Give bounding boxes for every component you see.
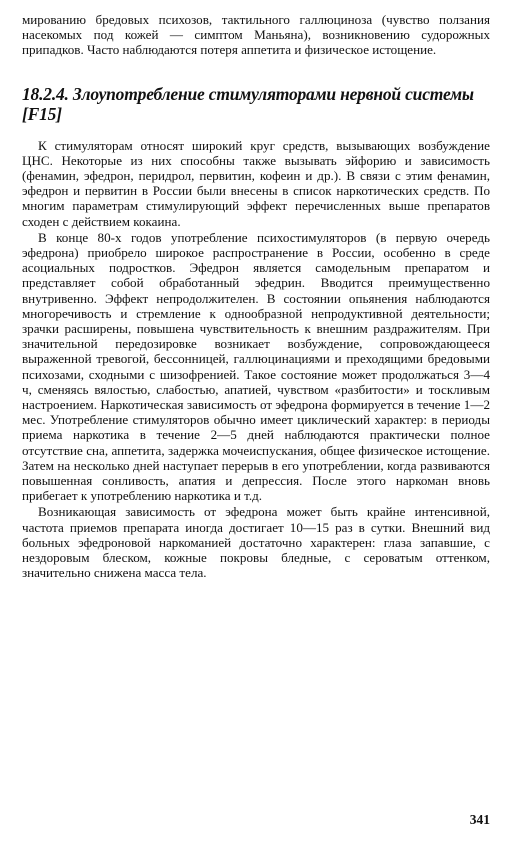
body-paragraph: Возникающая зависимость от эфедрона может быть крайне интенсивной, частота приемов препарата иногда достигает 10—15 раз в сутки. Внешний вид больных эфедроновой наркоманией достаточно характерен: глаза запавшие, с нездоровым блеском, кожные покровы бледные, с сероватым оттенком, значительно снижена масса тела.	[22, 504, 490, 581]
body-paragraph: К стимуляторам относят широкий круг средств, вызывающих возбуждение ЦНС. Некоторые из них способны также вызывать эйфорию и зависимость (фенамин, эфедрон, перидрол, первитин, кофеин и др.). В связи с этим фенамин, эфедрон и первитин в России были внесены в список наркотических средств. По многим параметрам стимулирующий эффект перечисленных выше препаратов сходен с действием кокаина.	[22, 137, 490, 229]
body-paragraph: В конце 80-х годов употребление психостимуляторов (в первую очередь эфедрона) приобрело широкое распространение в России, особенно в среде асоциальных подростков. Эфедрон является самодельным препаратом и представляет собой обработанный эфедрин. Вводится преимущественно внутривенно. Эффект непродолжителен. В состоянии опьянения наблюдаются многоречивость и стремление к однообразной непродуктивной деятельности; зрачки расширены, повышена чувствительность к внешним раздражителям. При значительной передозировке возникает возбуждение, сопровождающееся выраженной тревогой, бессонницей, галлюцинациями и преходящими бредовыми психозами, сходными с шизофренией. Такое состояние может продолжаться 3—4 ч, сменяясь вялостью, слабостью, апатией, чувством «разбитости» и тоскливым настроением. Наркотическая зависимость от эфедрона формируется в течение 1—2 мес. Употребление стимуляторов обычно имеет циклический характер: в периоды приема наркотика в течение 2—5 дней наблюдаются практически полное отсутствие сна, аппетита, задержка мочеиспускания, общее физическое истощение. Затем на несколько дней наступает перерыв в его употреблении, когда развиваются повышенная сонливость, апатия и депрессия. После этого наркоман вновь прибегает к употреблению наркотика и т.д.	[22, 229, 490, 504]
page-number: 341	[469, 812, 490, 827]
page-content	[22, 12, 490, 581]
intro-paragraph: мированию бредовых психозов, тактильного галлюциноза (чувство ползания насекомых под кожей — симптом Маньяна), возникновению судорожных припадков. Часто наблюдаются потеря аппетита и физическое истощение.	[22, 12, 490, 58]
section-heading: 18.2.4. Злоупотребление стимуляторами нервной системы [F15]	[22, 83, 474, 124]
